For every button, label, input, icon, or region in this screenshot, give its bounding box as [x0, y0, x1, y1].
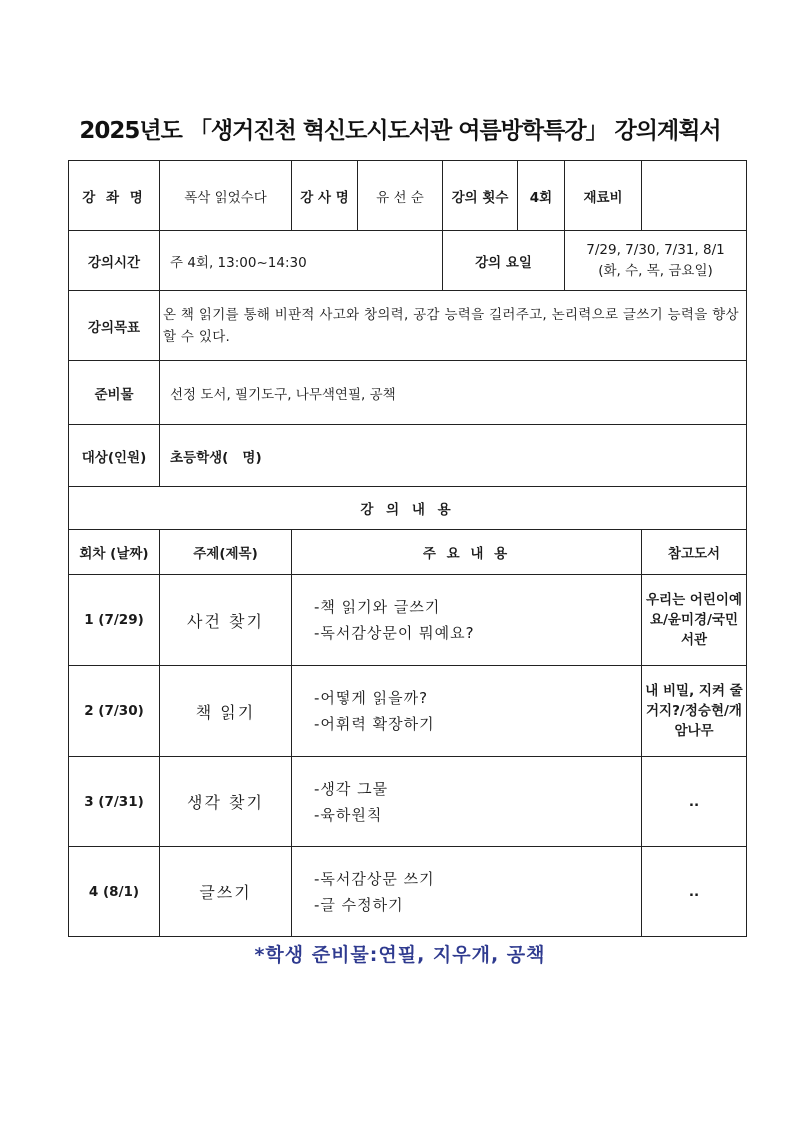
time-label: 강의시간	[69, 231, 160, 291]
session-cell: 4 (8/1)	[69, 847, 160, 937]
content-item: -어떻게 읽을까?	[314, 689, 429, 707]
session-cell: 1 (7/29)	[69, 575, 160, 666]
content-item: -글 수정하기	[314, 895, 404, 914]
content-item: -책 읽기와 글쓰기	[314, 598, 441, 616]
days-label: 강의 요일	[443, 231, 565, 291]
student-supplies-note: *학생 준비물:연필, 지우개, 공책	[254, 944, 546, 966]
content-item: -육하원칙	[314, 805, 383, 824]
instructor-value: 유 선 순	[358, 161, 443, 231]
material-value	[642, 161, 747, 231]
goal-value: 온 책 읽기를 통해 비판적 사고와 창의력, 공감 능력을 길러주고, 논리력으로 글쓰기 능력을 향상할 수 있다.	[160, 291, 747, 361]
header-session: 회차 (날짜)	[69, 530, 160, 575]
course-label: 강 좌 명	[69, 161, 160, 231]
target-row	[69, 425, 747, 487]
topic-cell: 책 읽기	[160, 666, 292, 757]
prep-value: 선정 도서, 필기도구, 나무색연필, 공책	[160, 361, 747, 425]
content-cell	[292, 575, 642, 666]
reference-cell: ..	[642, 847, 747, 937]
goal-row	[69, 291, 747, 361]
table-row	[69, 847, 747, 937]
sessions-value: 4회	[518, 161, 565, 231]
content-item: -어휘력 확장하기	[314, 715, 435, 733]
content-item: -독서감상문이 뭐예요?	[314, 624, 475, 642]
course-value: 폭삭 읽었수다	[160, 161, 292, 231]
instructor-label: 강 사 명	[292, 161, 358, 231]
content-header-row	[69, 530, 747, 575]
goal-label: 강의목표	[69, 291, 160, 361]
table-row	[69, 575, 747, 666]
content-cell	[292, 666, 642, 757]
header-reference: 참고도서	[642, 530, 747, 575]
reference-cell: ..	[642, 757, 747, 847]
session-cell: 3 (7/31)	[69, 757, 160, 847]
target-value: 초등학생( 명)	[160, 425, 747, 487]
course-row	[69, 161, 747, 231]
content-item: -생각 그물	[314, 779, 389, 798]
days-value	[565, 231, 747, 291]
topic-cell: 글쓰기	[160, 847, 292, 937]
target-label: 대상(인원)	[69, 425, 160, 487]
content-cell	[292, 847, 642, 937]
table-row	[69, 757, 747, 847]
reference-cell: 내 비밀, 지켜 줄 거지?/정승현/개암나무	[642, 666, 747, 757]
header-content: 주 요 내 용	[292, 530, 642, 575]
content-cell	[292, 757, 642, 847]
days-line-2: (화, 수, 목, 금요일)	[598, 262, 713, 279]
prep-row	[69, 361, 747, 425]
time-value: 주 4회, 13:00~14:30	[160, 231, 443, 291]
lecture-plan-table	[68, 160, 747, 937]
prep-label: 준비물	[69, 361, 160, 425]
document-title: 2025년도 「생거진천 혁신도시도서관 여름방학특강」 강의계획서	[79, 118, 721, 144]
session-cell: 2 (7/30)	[69, 666, 160, 757]
topic-cell: 생각 찾기	[160, 757, 292, 847]
reference-cell: 우리는 어린이예요/윤미경/국민서관	[642, 575, 747, 666]
time-row	[69, 231, 747, 291]
days-line-1: 7/29, 7/30, 7/31, 8/1	[586, 241, 725, 258]
material-label: 재료비	[565, 161, 642, 231]
sessions-label: 강의 횟수	[443, 161, 518, 231]
content-section-title: 강 의 내 용	[69, 487, 747, 530]
table-row	[69, 666, 747, 757]
content-item: -독서감상문 쓰기	[314, 869, 435, 888]
content-section-row	[69, 487, 747, 530]
topic-cell: 사건 찾기	[160, 575, 292, 666]
header-topic: 주제(제목)	[160, 530, 292, 575]
